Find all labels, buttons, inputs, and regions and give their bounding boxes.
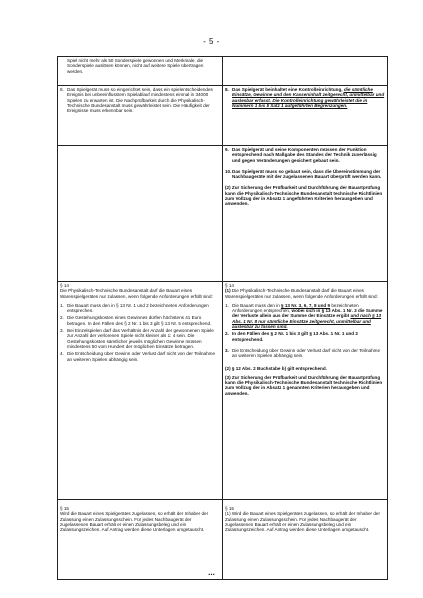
item-text-part: bezeichneten Anforderungen entsprechen, [232, 302, 359, 314]
item-text: Das Spielgerät muss so eingerichtet sein, dass ein spielentscheidendes Ereignis bei unbeeinflusstem Spielablauf mindestens einmal in 34000 Spielen zu erwarten ist. Die Nachprüfbarkeit durch die Physikalisch-Technische Bundesanstalt muss gewährleistet sein. Die Häufigkeit der Ereignisse muss erkennbar sein. [67, 87, 213, 114]
paragraph-3: (3) Zur Sicherung der Prüfbarkeit und Durchführung der Bauartprüfung kann die Physikalisch-Technische Bundesanstalt technische Richtlinien zum Vollzug der in Absatz 1 genannten Kriterien herausgeben und anwenden. [225, 374, 383, 396]
item-number: 3. [225, 347, 229, 353]
item-number: 8. [60, 87, 64, 92]
item-text: In den Fällen des § 2 Nr. 1 bis 3 gilt § 13 Abs. 1 Nr. 1 und 2 entsprechend. [232, 331, 358, 342]
item-text-part: Das Spielgerät beinhaltet eine Kontrolleinrichtung, [232, 87, 344, 92]
item-number: 8. [225, 87, 229, 92]
list-item [225, 331, 385, 342]
item-number: 3. [60, 328, 64, 334]
item-text [232, 87, 385, 108]
list-item [225, 87, 385, 108]
section-heading: § 14 [60, 283, 69, 288]
table-row [58, 282, 388, 500]
section-heading: § 14 [225, 283, 234, 288]
item-text-emphasis: und nach § 13 Abs. 1 Nr. 8 nur sämtliche Einsätze zeitgerecht, unmittelbar und auslesbar zu fassen sind. [232, 313, 382, 330]
list-item [225, 147, 385, 163]
item-number: 10. [225, 168, 232, 174]
list-item [225, 348, 385, 359]
continuation-marker: ... [208, 568, 215, 577]
item-text: Das Spielgerät muss so gebaut sein, dass die Übereinstimmung der Nachbaugeräte mit der zugelassenen Bauart überprüft werden kann. [232, 168, 382, 180]
table-row [58, 57, 388, 86]
item-text: Die Bauart muss den in § 13 Nr. 1 und 2 bezeichneten Anforderungen entsprechen. [67, 302, 209, 314]
item-number: 4. [60, 351, 64, 357]
item-text-part: Die Bauart muss den in [232, 302, 282, 308]
list-item [225, 169, 385, 180]
list-item [60, 303, 220, 314]
item-number: 1. [225, 302, 229, 308]
item-text: Die Entscheidung über Gewinn oder Verlust darf nicht von der Teilnahme an weiteren Spielen abhängig sein. [232, 347, 381, 359]
list-item [225, 303, 385, 329]
item-text: Die Entscheidung über Gewinn oder Verlust darf nicht von der Teilnahme an weiteren Spielen abhängig sein. [67, 351, 216, 362]
left-cell [58, 57, 223, 86]
table-row [58, 146, 388, 282]
left-cell [58, 282, 223, 500]
section-heading: § 15 [225, 506, 234, 511]
list-item [60, 87, 220, 113]
item-text: Das Spielgerät und seine Komponenten müssen der Funktion entsprechend nach Maßgabe des Standes der Technik zuverlässig und gegen Veränderungen gesichert gebaut sein. [232, 147, 377, 163]
section-intro-text: Die Physikalisch-Technische Bundesanstalt darf die Bauart eines Warenspielgerätes nur zulassen, wenn folgende Anforderungen erfüllt sind: [225, 288, 378, 299]
paragraph-2: (2) § 12 Abs. 2 Buchstabe b) gilt entsprechend. [225, 365, 327, 371]
list-item [60, 58, 220, 74]
comparison-table [57, 56, 388, 580]
paragraph-marker: (1) [225, 288, 231, 294]
item-text-emphasis: § 13 Nr. 3, 6, 7, 8 und 9 [281, 302, 331, 308]
item-number: 2. [60, 315, 64, 321]
item-text: Bei Einzelspielen darf das Verhältnis der Anzahl der gewonnenen Spiele zur Anzahl der verlorenen Spiele nicht kleiner als 1: 4 sein. Die Gestehungskosten sämtlicher jeweils möglichen Gewinne müssen mindestens 50 vom Hundert der möglichen Einsätze betragen. [67, 328, 214, 349]
item-text: Die Gestehungskosten eines Gewinnes dürfen höchstens 41 Euro betragen. In den Fällen des § 2 Nr. 1 bis 3 gilt § 13 Nr. 5 entsprechend. [67, 315, 212, 326]
table-row [58, 86, 388, 146]
section-intro [225, 288, 385, 299]
left-text: Spiel nicht mehr als 50 Sonderspiele gewonnen und Merkmale, die Sonderspiele auslösen können, nicht auf weitere Spiele übertragen werden. [67, 58, 204, 74]
section-heading: § 15 [60, 506, 69, 511]
section-text: Wird die Bauart eines Spielgerätes zugelassen, so erhält der Inhaber der Zulassung einen Zulassungsschein. Für jedes Nachbaugerät der zugelassenen Bauart erhält er einen Zulassungsbeleg und ein Zulassungszeichen. Auf Antrag werden diese Unterlagen umgetauscht. [60, 511, 209, 533]
item-number: 2. [225, 331, 229, 337]
right-cell [223, 57, 388, 86]
item-number: 9. [225, 147, 229, 152]
item-text-emphasis: die sämtliche Einsätze, Gewinne und den Kasseninhalt zeitgerecht, unmittelbar und auslesbar erfasst. Die Kontrolleinrichtung gewährleistet die in Nummern 1 bis 5 Satz 1 aufgeführten Begrenzungen. [232, 87, 385, 108]
list-item [60, 328, 220, 349]
left-cell [58, 146, 223, 282]
page-number: - 5 - [203, 37, 220, 46]
list-item [60, 351, 220, 362]
right-cell [223, 86, 388, 146]
section-intro: Die Physikalisch-Technische Bundesanstalt darf die Bauart eines Warenspielgerätes nur zulassen, wenn folgende Anforderungen erfüllt sind: [60, 288, 213, 299]
item-number: 1. [60, 302, 64, 308]
right-cell [223, 282, 388, 500]
section-text: (1) Wird die Bauart eines Spielgerätes zugelassen, so erhält der Inhaber der Zulassung einen Zulassungsschein. Für jedes Nachbaugerät der zugelassenen Bauart erhält er einen Zulassungsbeleg und ein Zulassungszeichen. Auf Antrag werden diese Unterlagen umgetauscht. [225, 511, 380, 533]
paragraph-2: (2) Zur Sicherung der Prüfbarkeit und Durchführung der Bauartprüfung kann die Physikalisch-Technische Bundesanstalt technische Richtlinien zum Vollzug der in Absatz 1 angeführten Kriterien herausgeben und anwenden. [225, 185, 383, 207]
list-item [60, 315, 220, 326]
item-text [232, 303, 385, 329]
left-cell [58, 86, 223, 146]
item-text-bold: wobei sich in § 13 Abs. 1 Nr. 3 die Summe der Verluste allein aus der Summe der Einsätze ergibt [232, 308, 383, 319]
right-cell [223, 146, 388, 282]
